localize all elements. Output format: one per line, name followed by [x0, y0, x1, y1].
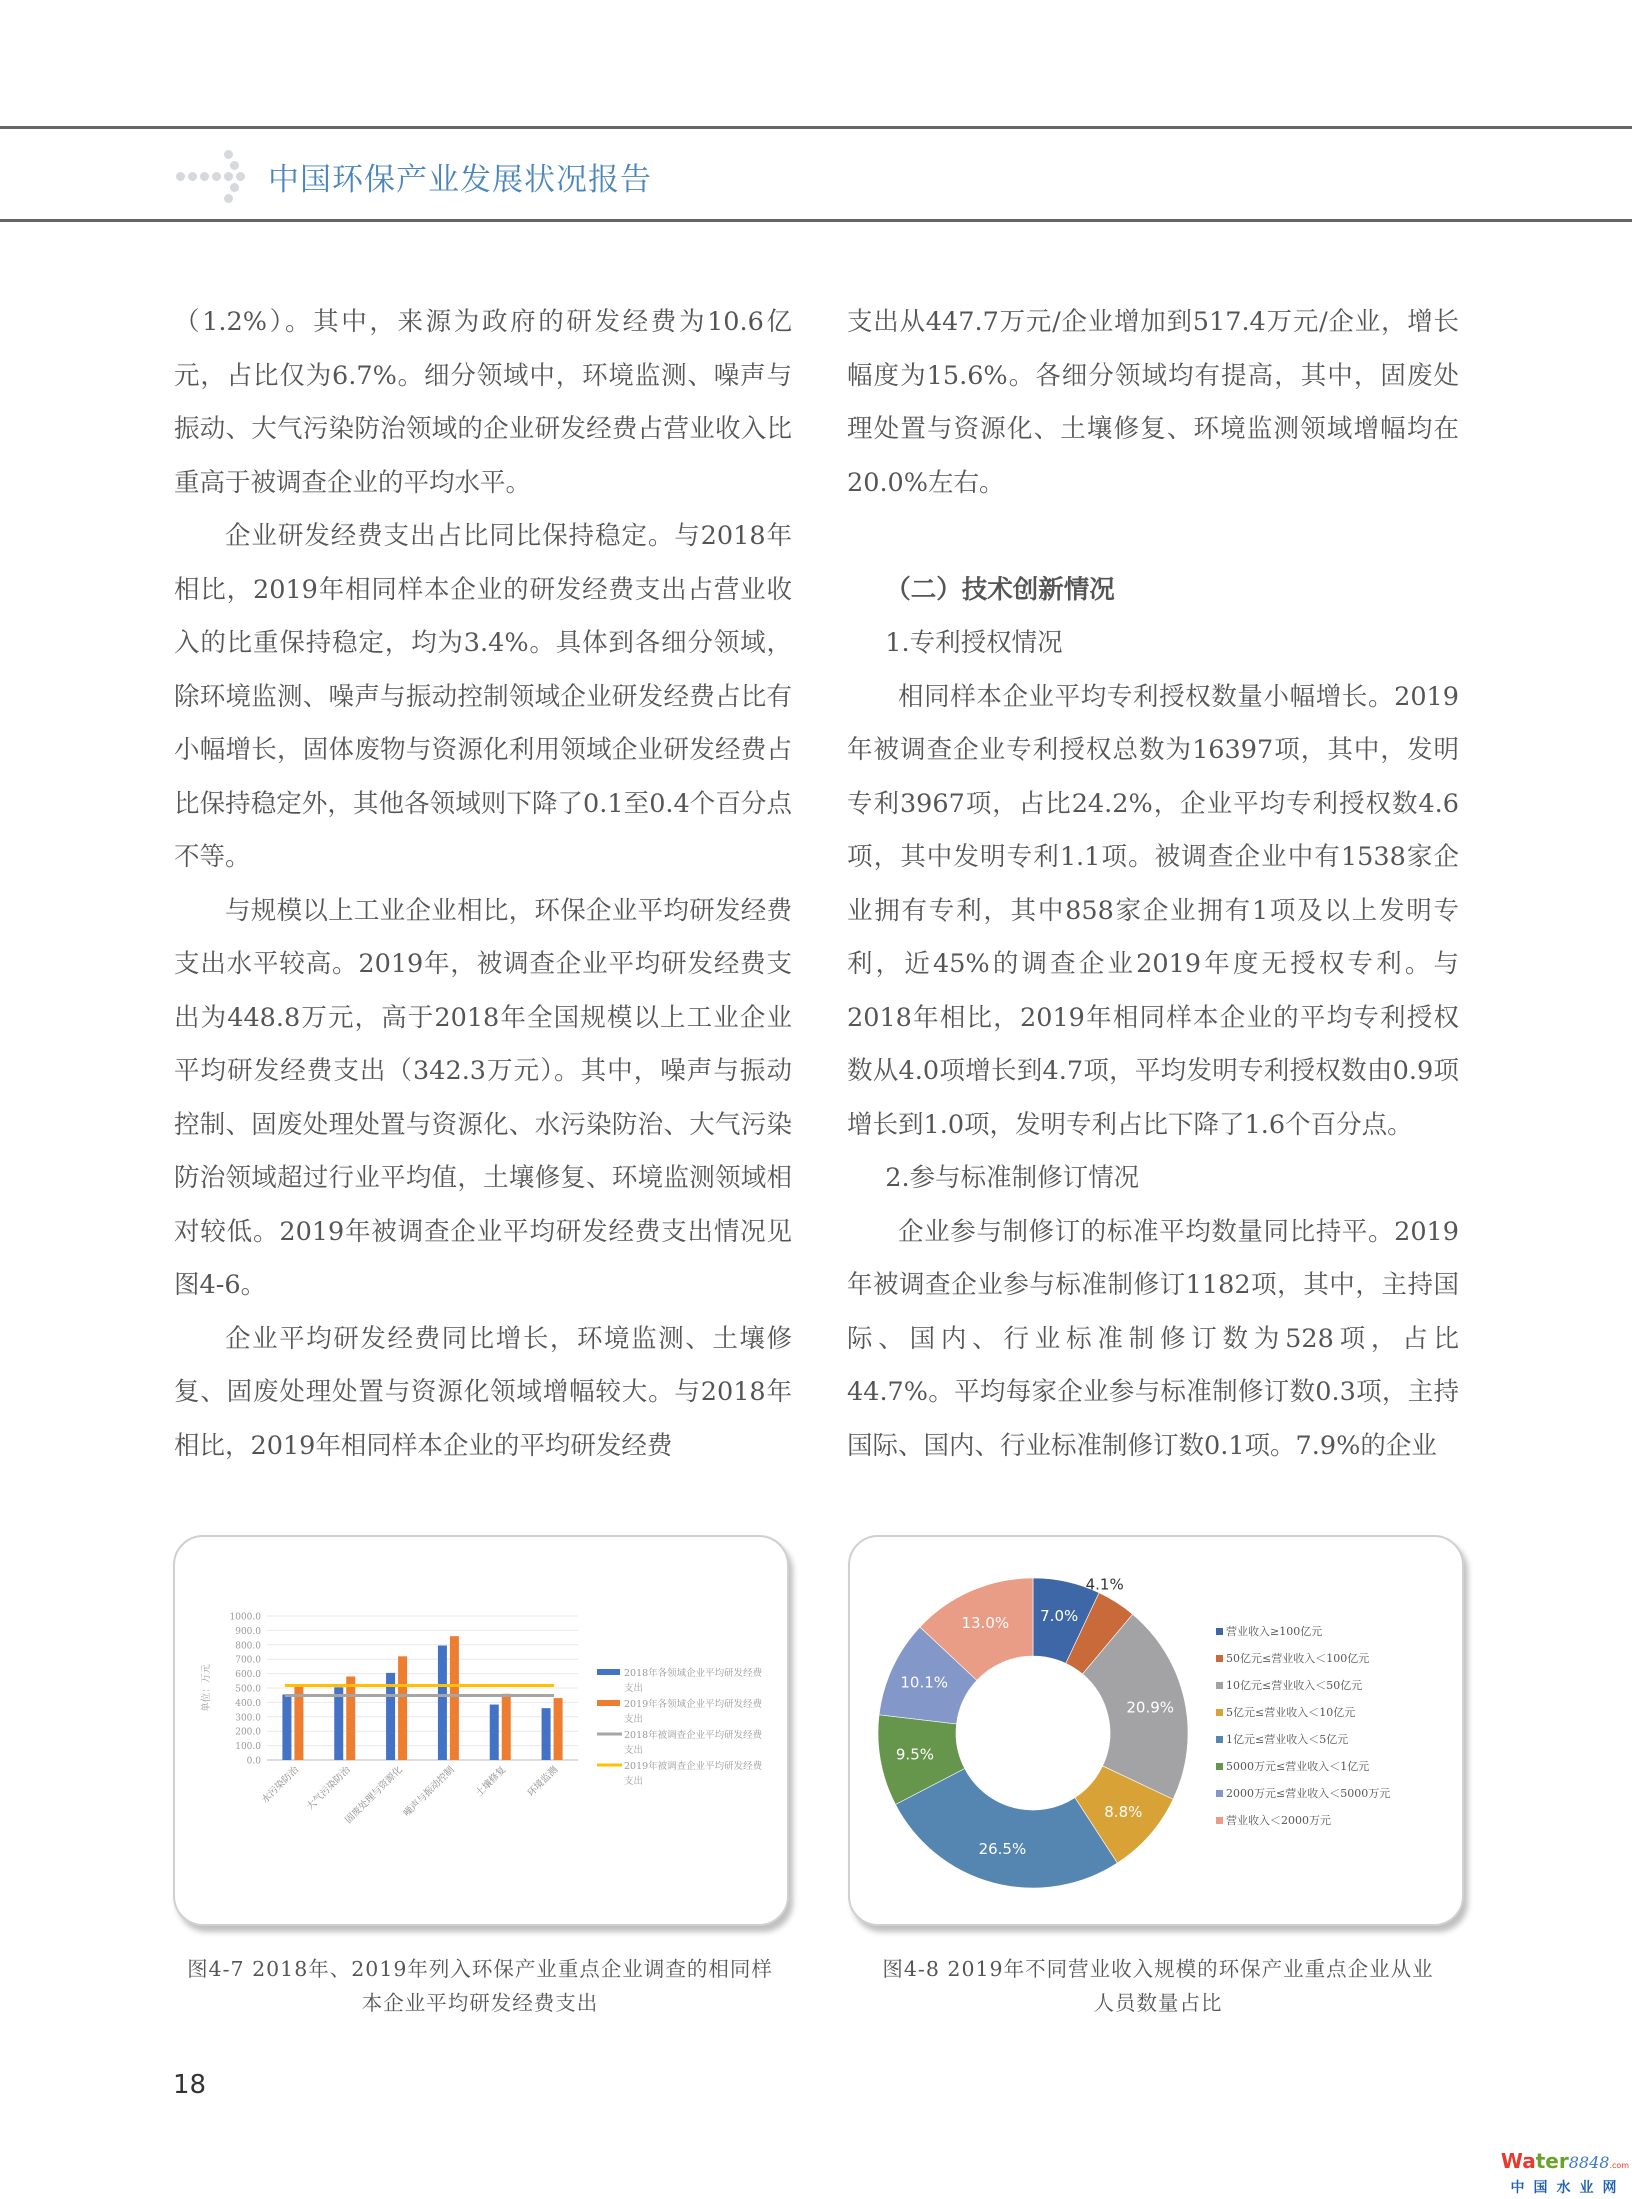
y-tick-label: 900.0 [235, 1626, 261, 1637]
paragraph: 相同样本企业平均专利授权数量小幅增长。2019年被调查企业专利授权总数为16397项，其中，发明专利3967项，占比24.2%，企业平均专利授权数4.6项，其中发明专利1.1项。被调查企业中有1538家企业拥有专利，其中858家企业拥有1项及以上发明专利，近45%的调查企业2019年度无授权专利。与2018年相比，2019年相同样本企业的平均专利授权数从4.0项增长到4.7项，平均发明专利授权数由0.9项增长到1.0项，发明专利占比下降了1.6个百分点。 [847, 681, 1459, 1140]
x-tick-label: 大气污染防治 [304, 1764, 353, 1813]
legend-swatch [1216, 1682, 1223, 1689]
subheading: 2.参与标准制修订情况 [885, 1163, 1140, 1193]
y-tick-label: 0.0 [246, 1756, 261, 1767]
caption-line: 图4-7 2018年、2019年列入环保产业重点企业调查的相同样 [187, 1957, 773, 1981]
figure-4-7-frame [173, 1535, 789, 1926]
legend-swatch [1216, 1817, 1223, 1824]
legend-label: 2019年被调查企业平均研发经费 [624, 1761, 763, 1772]
right-text-column [847, 296, 1459, 1473]
section-heading: （二）技术创新情况 [885, 574, 1115, 605]
x-tick-label: 噪声与振动控制 [401, 1764, 457, 1820]
bar [450, 1636, 459, 1760]
legend-swatch [1216, 1628, 1223, 1635]
legend-label: 2000万元≤营业收入＜5000万元 [1226, 1787, 1391, 1800]
bar [282, 1694, 291, 1760]
figure-4-8-caption [838, 1952, 1478, 2020]
running-header [170, 146, 652, 206]
x-tick-label: 土壤修复 [473, 1764, 509, 1800]
caption-line: 本企业平均研发经费支出 [361, 1991, 599, 2015]
y-tick-label: 100.0 [235, 1742, 261, 1753]
bar [490, 1705, 499, 1760]
slice-label: 7.0% [1040, 1606, 1079, 1625]
slice-label: 4.1% [1085, 1575, 1124, 1594]
y-tick-label: 400.0 [235, 1698, 261, 1709]
bar [438, 1646, 447, 1760]
legend-label: 营业收入≥100亿元 [1226, 1625, 1323, 1638]
paragraph: 企业参与制修订的标准平均数量同比持平。2019年被调查企业参与标准制修订1182项，其中，主持国际、国内、行业标准制修订数为528项，占比44.7%。平均每家企业参与标准制修订数0.3项，主持国际、国内、行业标准制修订数0.1项。7.9%的企业 [847, 1216, 1459, 1461]
legend-label: 支出 [624, 1714, 644, 1725]
bar [554, 1698, 563, 1760]
bar [542, 1708, 551, 1760]
paragraph: （1.2%）。其中，来源为政府的研发经费为10.6亿元，占比仅为6.7%。细分领域中，环境监测、噪声与振动、大气污染防治领域的企业研发经费占营业收入比重高于被调查企业的平均水平。 [174, 307, 792, 498]
caption-line: 图4-8 2019年不同营业收入规模的环保产业重点企业从业 [882, 1957, 1434, 1981]
legend-label: 支出 [624, 1776, 644, 1787]
y-tick-label: 1000.0 [229, 1612, 261, 1623]
legend-label: 5000万元≤营业收入＜1亿元 [1226, 1760, 1370, 1773]
watermark-brand: Water8848.com [1500, 2149, 1630, 2173]
bar [398, 1656, 407, 1760]
legend-swatch [1216, 1763, 1223, 1770]
legend-label: 10亿元≤营业收入＜50亿元 [1226, 1679, 1363, 1692]
slice-label: 9.5% [895, 1745, 935, 1764]
legend-swatch [1216, 1736, 1223, 1743]
y-tick-label: 200.0 [235, 1727, 261, 1738]
legend-label: 支出 [624, 1683, 644, 1694]
y-tick-label: 300.0 [235, 1713, 261, 1724]
donut-chart [850, 1537, 1462, 1924]
legend-swatch [597, 1700, 620, 1706]
y-axis-label: 单位：万元 [201, 1664, 212, 1712]
paragraph: 企业研发经费支出占比同比保持稳定。与2018年相比，2019年相同样本企业的研发经费支出占营业收入的比重保持稳定，均为3.4%。具体到各细分领域，除环境监测、噪声与振动控制领域企业研发经费占比有小幅增长，固体废物与资源化利用领域企业研发经费占比保持稳定外，其他各领域则下降了0.1至0.4个百分点不等。 [174, 521, 792, 872]
bar [334, 1687, 343, 1760]
paragraph: 企业平均研发经费同比增长，环境监测、土壤修复、固废处理处置与资源化领域增幅较大。与2018年相比，2019年相同样本企业的平均研发经费 [174, 1323, 792, 1461]
paragraph: 与规模以上工业企业相比，环保企业平均研发经费支出水平较高。2019年，被调查企业平均研发经费支出为448.8万元，高于2018年全国规模以上工业企业平均研发经费支出（342.3万元）。其中，噪声与振动控制、固废处理处置与资源化、水污染防治、大气污染防治领域超过行业平均值，土壤修复、环境监测领域相对较低。2019年被调查企业平均研发经费支出情况见图4-6。 [174, 895, 792, 1300]
legend-label: 支出 [624, 1745, 644, 1756]
legend-label: 1亿元≤营业收入＜5亿元 [1226, 1733, 1349, 1746]
dots-decoration-icon [170, 146, 260, 206]
figure-4-8-frame [848, 1535, 1464, 1926]
y-tick-label: 800.0 [235, 1641, 261, 1652]
caption-line: 人员数量占比 [1093, 1991, 1223, 2015]
y-tick-label: 500.0 [235, 1684, 261, 1695]
legend-label: 5亿元≤营业收入＜10亿元 [1226, 1706, 1356, 1719]
bar [502, 1694, 511, 1760]
left-text-column [174, 296, 792, 1473]
bar [346, 1676, 355, 1760]
slice-label: 20.9% [1126, 1698, 1175, 1717]
y-tick-label: 700.0 [235, 1655, 261, 1666]
slice-label: 26.5% [978, 1840, 1027, 1859]
x-tick-label: 水污染防治 [259, 1764, 302, 1806]
page-number: 18 [173, 2070, 207, 2100]
legend-swatch [1216, 1655, 1223, 1662]
bar-chart [175, 1537, 787, 1924]
figure-4-7-caption [160, 1952, 800, 2020]
report-title: 中国环保产业发展状况报告 [268, 161, 652, 198]
header-top-rule [0, 126, 1632, 129]
legend-swatch [597, 1669, 620, 1675]
subheading: 1.专利授权情况 [885, 628, 1063, 658]
y-tick-label: 600.0 [235, 1670, 261, 1681]
x-tick-label: 环境监测 [525, 1764, 561, 1800]
legend-label: 50亿元≤营业收入＜100亿元 [1226, 1652, 1370, 1665]
legend-swatch [1216, 1709, 1223, 1716]
legend-label: 2019年各领域企业平均研发经费 [624, 1699, 763, 1710]
header-bottom-rule [0, 219, 1632, 222]
watermark-logo [1500, 2150, 1630, 2197]
slice-label: 13.0% [961, 1613, 1010, 1632]
legend-label: 2018年被调查企业平均研发经费 [624, 1730, 763, 1741]
legend-label: 2018年各领域企业平均研发经费 [624, 1668, 763, 1679]
slice-label: 8.8% [1104, 1802, 1143, 1821]
legend-swatch [1216, 1790, 1223, 1797]
paragraph: 支出从447.7万元/企业增加到517.4万元/企业，增长幅度为15.6%。各细分领域均有提高，其中，固废处理处置与资源化、土壤修复、环境监测领域增幅均在20.0%左右。 [847, 307, 1459, 498]
legend-label: 营业收入＜2000万元 [1226, 1814, 1331, 1827]
slice-label: 10.1% [900, 1673, 949, 1692]
watermark-site-name: 中国水业网 [1510, 2180, 1626, 2196]
x-tick-label: 固废处理与资源化 [343, 1764, 405, 1826]
